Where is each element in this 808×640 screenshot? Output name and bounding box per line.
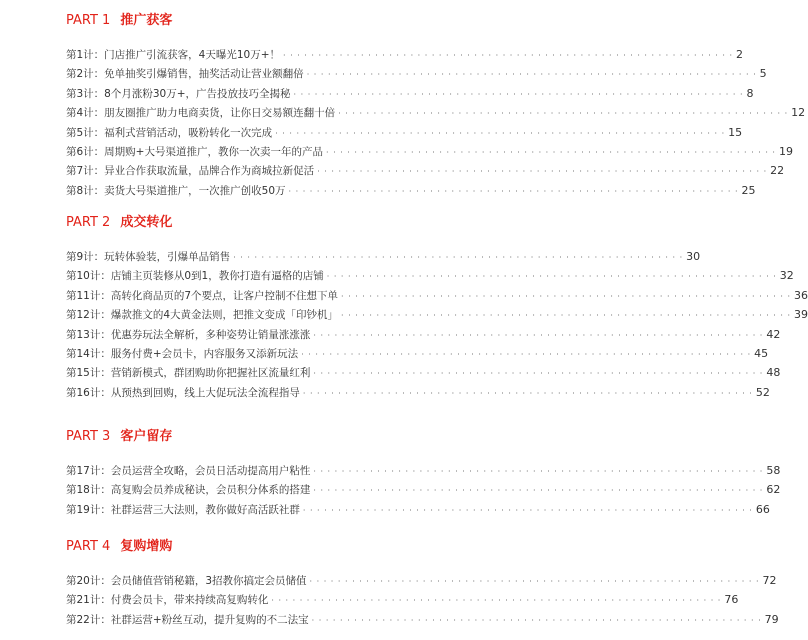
dot-leader: · · · · · · · · · · · · · · · · · · · · · · · · · · · · · · · · · · · · · · · · · · · · · · · · · · · · · · · · · · · · · · · · bbox=[338, 109, 789, 119]
entry-text: 第1计：门店推广引流获客，4天曝光10万+！ bbox=[66, 49, 281, 61]
dot-leader: · · · · · · · · · · · · · · · · · · · · · · · · · · · · · · · · · · · · · · · · · · · · · · · · · · · · · · · · · · · · · · · · bbox=[275, 128, 726, 138]
toc-entry[interactable] bbox=[66, 461, 781, 480]
entry-page: 42 bbox=[766, 327, 781, 341]
dot-leader: · · · · · · · · · · · · · · · · · · · · · · · · · · · · · · · · · · · · · · · · · · · · · · · · · · · · · · · · · · · · · · · · bbox=[306, 70, 757, 80]
entry-text: 第6计：周期购+大号渠道推广，教你一次卖一年的产品 bbox=[66, 145, 323, 158]
entry-page: 72 bbox=[762, 574, 777, 587]
part-3-section bbox=[66, 427, 781, 519]
dot-leader: · · · · · · · · · · · · · · · · · · · · · · · · · · · · · · · · · · · · · · · · · · · · · · · · · · · · · · · · · · · · · · · · bbox=[313, 369, 764, 379]
entry-text: 第4计：朋友圈推广助力电商卖货，让你日交易额连翻十倍 bbox=[66, 107, 336, 120]
toc-entry[interactable] bbox=[66, 123, 743, 142]
part-1-heading bbox=[66, 11, 532, 31]
toc-entry[interactable] bbox=[66, 266, 794, 285]
dot-leader: · · · · · · · · · · · · · · · · · · · · · · · · · · · · · · · · · · · · · · · · · · · · · · · · · · · · · · · · · · · · · · · · bbox=[313, 330, 764, 340]
dot-leader: · · · · · · · · · · · · · · · · · · · · · · · · · · · · · · · · · · · · · · · · · · · · · · · · · · · · · · · · · · · · · · · · bbox=[283, 51, 733, 60]
dot-leader: · · · · · · · · · · · · · · · · · · · · · · · · · · · · · · · · · · · · · · · · · · · · · · · · · · · · · · · · · · · · · · · · bbox=[302, 388, 753, 398]
part-title: 推广获客 bbox=[120, 13, 173, 28]
entry-text: 第9计：玩转体验装，引爆单品销售 bbox=[66, 251, 231, 263]
part-label: PART 4 bbox=[66, 539, 111, 554]
part-2-section bbox=[66, 213, 808, 402]
entry-page: 25 bbox=[741, 183, 756, 197]
entry-text: 第12计：爆款推文的4大黄金法则，把推文变成「印钞机」 bbox=[66, 309, 339, 322]
toc-entry[interactable] bbox=[66, 480, 781, 499]
entry-text: 第7计：异业合作获取流量，品牌合作为商城拉新促活 bbox=[66, 165, 315, 178]
toc-entry[interactable] bbox=[66, 383, 770, 402]
dot-leader: · · · · · · · · · · · · · · · · · · · · · · · · · · · · · · · · · · · · · · · · · · · · · · · · · · · · · · · · · · · · · · · · bbox=[309, 577, 760, 586]
entry-text: 第13计：优惠券玩法全解析，多种姿势让销量涨涨涨 bbox=[66, 328, 311, 341]
toc-entry[interactable] bbox=[66, 84, 754, 103]
entry-page: 62 bbox=[766, 483, 781, 497]
toc-entry[interactable] bbox=[66, 103, 806, 122]
part-label: PART 1 bbox=[66, 13, 111, 28]
entry-page: 58 bbox=[766, 464, 781, 477]
entry-page: 30 bbox=[686, 250, 701, 263]
part-4-section bbox=[66, 537, 779, 629]
part-title: 成交转化 bbox=[120, 215, 173, 230]
entry-text: 第17计：会员运营全攻略，会员日活动提高用户粘性 bbox=[66, 465, 311, 477]
entry-page: 19 bbox=[778, 144, 793, 158]
dot-leader: · · · · · · · · · · · · · · · · · · · · · · · · · · · · · · · · · · · · · · · · · · · · · · · · · · · · · · · · · · · · · · · · bbox=[233, 253, 684, 262]
part-3-heading bbox=[66, 427, 532, 447]
part-1-section bbox=[66, 11, 806, 200]
entry-page: 15 bbox=[728, 125, 743, 139]
dot-leader: · · · · · · · · · · · · · · · · · · · · · · · · · · · · · · · · · · · · · · · · · · · · · · · · · · · · · · · · · · · · · · · · bbox=[302, 505, 753, 515]
dot-leader: · · · · · · · · · · · · · · · · · · · · · · · · · · · · · · · · · · · · · · · · · · · · · · · · · · · · · · · · · · · · · · · · bbox=[341, 311, 792, 321]
toc-entry[interactable] bbox=[66, 610, 779, 629]
dot-leader: · · · · · · · · · · · · · · · · · · · · · · · · · · · · · · · · · · · · · · · · · · · · · · · · · · · · · · · · · · · · · · · · bbox=[293, 89, 744, 99]
entry-page: 12 bbox=[791, 106, 806, 120]
entry-text: 第16计：从预热到回购，线上大促玩法全流程指导 bbox=[66, 386, 300, 399]
toc-entry[interactable] bbox=[66, 64, 767, 83]
entry-text: 第19计：社群运营三大法则，教你做好高活跃社群 bbox=[66, 503, 300, 516]
entry-text: 第22计：社群运营+粉丝互动，提升复购的不二法宝 bbox=[66, 613, 309, 626]
dot-leader: · · · · · · · · · · · · · · · · · · · · · · · · · · · · · · · · · · · · · · · · · · · · · · · · · · · · · · · · · · · · · · · · bbox=[317, 167, 768, 177]
toc-entry[interactable] bbox=[66, 247, 701, 266]
entry-page: 52 bbox=[755, 385, 770, 399]
toc-entry[interactable] bbox=[66, 571, 777, 590]
dot-leader: · · · · · · · · · · · · · · · · · · · · · · · · · · · · · · · · · · · · · · · · · · · · · · · · · · · · · · · · · · · · · · · · bbox=[271, 596, 722, 606]
entry-text: 第5计：福利式营销活动，吸粉转化一次完成 bbox=[66, 126, 273, 139]
dot-leader: · · · · · · · · · · · · · · · · · · · · · · · · · · · · · · · · · · · · · · · · · · · · · · · · · · · · · · · · · · · · · · · · bbox=[313, 467, 764, 476]
dot-leader: · · · · · · · · · · · · · · · · · · · · · · · · · · · · · · · · · · · · · · · · · · · · · · · · · · · · · · · · · · · · · · · · bbox=[311, 615, 762, 625]
entry-text: 第10计：店铺主页装修从0到1，教你打造有逼格的店铺 bbox=[66, 270, 324, 283]
entry-page: 66 bbox=[755, 502, 770, 516]
entry-page: 8 bbox=[746, 86, 754, 100]
entry-page: 48 bbox=[766, 366, 781, 380]
toc-entry[interactable] bbox=[66, 500, 770, 519]
entry-text: 第11计：高转化商品页的7个要点，让客户控制不住想下单 bbox=[66, 289, 339, 302]
entry-page: 36 bbox=[794, 288, 808, 302]
toc-entry[interactable] bbox=[66, 181, 756, 200]
entry-text: 第14计：服务付费+会员卡，内容服务又添新玩法 bbox=[66, 347, 299, 360]
part-4-heading bbox=[66, 537, 532, 557]
entry-page: 2 bbox=[736, 48, 743, 61]
entry-page: 22 bbox=[770, 164, 785, 178]
entry-page: 5 bbox=[759, 67, 767, 81]
entry-text: 第15计：营销新模式，群团购助你把握社区流量红利 bbox=[66, 367, 311, 380]
part-title: 客户留存 bbox=[120, 429, 173, 444]
dot-leader: · · · · · · · · · · · · · · · · · · · · · · · · · · · · · · · · · · · · · · · · · · · · · · · · · · · · · · · · · · · · · · · · bbox=[301, 349, 752, 359]
entry-page: 79 bbox=[764, 612, 779, 626]
dot-leader: · · · · · · · · · · · · · · · · · · · · · · · · · · · · · · · · · · · · · · · · · · · · · · · · · · · · · · · · · · · · · · · · bbox=[326, 272, 777, 282]
toc-entry[interactable] bbox=[66, 305, 808, 324]
dot-leader: · · · · · · · · · · · · · · · · · · · · · · · · · · · · · · · · · · · · · · · · · · · · · · · · · · · · · · · · · · · · · · · · bbox=[288, 186, 739, 196]
entry-page: 39 bbox=[794, 308, 808, 322]
part-title: 复购增购 bbox=[120, 539, 173, 554]
toc-entry[interactable] bbox=[66, 161, 785, 180]
part-label: PART 3 bbox=[66, 429, 111, 444]
part-2-heading bbox=[66, 213, 532, 233]
entry-text: 第3计：8个月涨粉30万+，广告投放技巧全揭秘 bbox=[66, 87, 291, 100]
toc-entry[interactable] bbox=[66, 142, 793, 161]
entry-page: 45 bbox=[754, 346, 769, 360]
entry-text: 第8计：卖货大号渠道推广，一次推广创收50万 bbox=[66, 184, 286, 197]
toc-entry[interactable] bbox=[66, 325, 781, 344]
dot-leader: · · · · · · · · · · · · · · · · · · · · · · · · · · · · · · · · · · · · · · · · · · · · · · · · · · · · · · · · · · · · · · · · bbox=[341, 291, 792, 301]
toc-entry[interactable] bbox=[66, 45, 743, 64]
toc-entry[interactable] bbox=[66, 286, 808, 305]
dot-leader: · · · · · · · · · · · · · · · · · · · · · · · · · · · · · · · · · · · · · · · · · · · · · · · · · · · · · · · · · · · · · · · · bbox=[325, 147, 776, 157]
entry-text: 第20计：会员储值营销秘籍，3招教你搞定会员储值 bbox=[66, 575, 307, 587]
toc-entry[interactable] bbox=[66, 363, 781, 382]
entry-text: 第21计：付费会员卡，带来持续高复购转化 bbox=[66, 594, 269, 607]
entry-page: 76 bbox=[724, 593, 739, 607]
toc-entry[interactable] bbox=[66, 590, 739, 609]
entry-text: 第18计：高复购会员养成秘诀，会员积分体系的搭建 bbox=[66, 484, 311, 497]
dot-leader: · · · · · · · · · · · · · · · · · · · · · · · · · · · · · · · · · · · · · · · · · · · · · · · · · · · · · · · · · · · · · · · · bbox=[313, 486, 764, 496]
toc-entry[interactable] bbox=[66, 344, 769, 363]
entry-text: 第2计：免单抽奖引爆销售，抽奖活动让营业额翻倍 bbox=[66, 68, 304, 81]
part-label: PART 2 bbox=[66, 215, 111, 230]
entry-page: 32 bbox=[779, 269, 794, 283]
